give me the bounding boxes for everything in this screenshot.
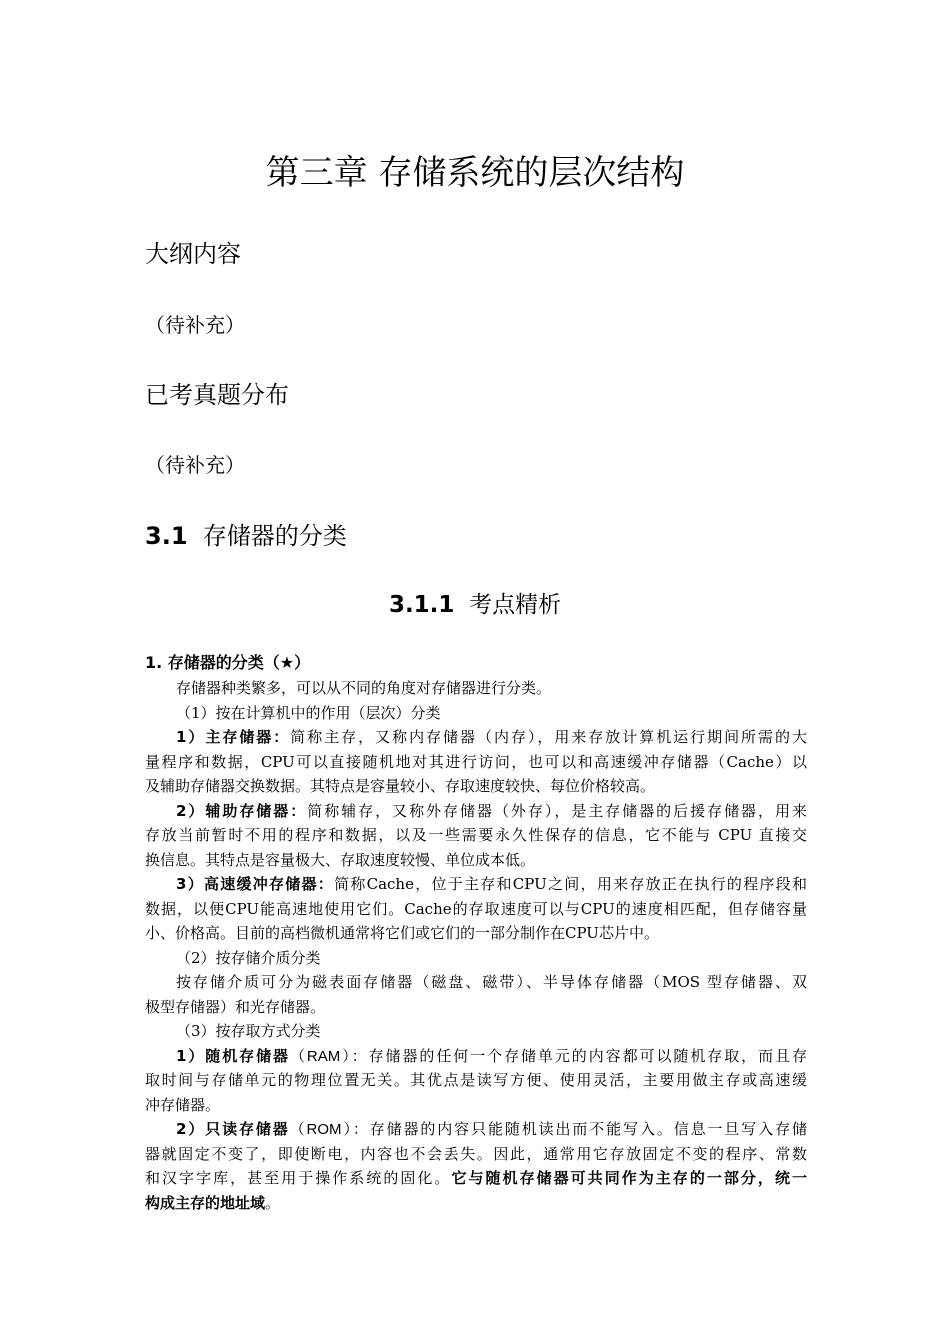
media-line-1: 按存储介质可分为磁表面存储器（磁盘、磁带）、半导体存储器（MOS 型存储器、双 (176, 973, 807, 991)
ram-line-3: 冲存储器。 (145, 1095, 221, 1114)
rom-text-4-bold: 构成主存的地址域 (145, 1193, 266, 1212)
outline-placeholder: （待补充） (145, 313, 245, 337)
rom-line-3 (145, 1166, 807, 1191)
cache-text-1: 简称Cache，位于主存和CPU之间，用来存放正在执行的程序段和 (334, 875, 807, 893)
exam-heading: 已考真题分布 (145, 381, 289, 409)
body-content (145, 650, 807, 1215)
subsection-heading (0, 588, 950, 622)
main-memory-line-1 (145, 725, 807, 750)
section-title: 存储器的分类 (202, 522, 347, 550)
section-number: 3.1 (145, 522, 188, 550)
aux-memory-label: 2）辅助存储器： (176, 801, 308, 820)
rom-abbr: （ROM）： (289, 1121, 370, 1138)
outline-heading: 大纲内容 (145, 240, 241, 268)
main-memory-text-1: 简称主存，又称内存储器（内存），用来存放计算机运行期间所需的大 (290, 728, 807, 746)
aux-memory-line-2: 存放当前暂时不用的程序和数据，以及一些需要永久性保存的信息，它不能与 CPU 直接交 (145, 826, 807, 844)
rom-line-4 (145, 1191, 807, 1216)
cache-label: 3）高速缓冲存储器： (176, 875, 335, 893)
rom-line-2: 器就固定不变了，即使断电，内容也不会丢失。因此，通常用它存放固定不变的程序、常数 (145, 1144, 807, 1163)
aux-memory-line-3: 换信息。其特点是容量极大、存取速度较慢、单位成本低。 (145, 850, 536, 869)
chapter-title: 第三章 存储系统的层次结构 (265, 153, 685, 193)
point-title: 1. 存储器的分类（★） (145, 653, 311, 672)
main-memory-line-3: 及辅助存储器交换数据。其特点是容量较小、存取速度较快、每位价格较高。 (145, 777, 656, 795)
subsection-number: 3.1.1 (388, 592, 455, 618)
rom-line-1 (145, 1117, 807, 1142)
exam-placeholder: （待补充） (145, 453, 245, 477)
rom-text-1: 存储器的内容只能随机读出而不能写入。信息一旦写入存储 (369, 1120, 807, 1138)
rom-text-4-end: 。 (265, 1193, 281, 1212)
subsection-title: 考点精析 (469, 592, 562, 618)
rom-text-3a: 和汉字字库，甚至用于操作系统的固化。 (145, 1169, 452, 1187)
media-line-2: 极型存储器）和光存储器。 (145, 997, 326, 1016)
category-1-heading: （1）按在计算机中的作用（层次）分类 (176, 703, 441, 722)
rom-text-3b-bold: 它与随机存储器可共同作为主存的一部分，统一 (451, 1169, 807, 1187)
rom-label: 2）只读存储器 (176, 1120, 290, 1138)
cache-line-3: 小、价格高。目前的高档微机通常将它们或它们的一部分制作在CPU芯片中。 (145, 924, 659, 942)
ram-line-2: 取时间与存储单元的物理位置无关。其优点是读写方便、使用灵活，主要用做主存或高速缓 (145, 1071, 807, 1089)
cache-line-1 (145, 872, 807, 897)
main-memory-label: 1）主存储器： (176, 728, 291, 746)
aux-memory-text-1: 简称辅存，又称外存储器（外存），是主存储器的后援存储器，用来 (307, 801, 807, 820)
main-memory-line-2: 量程序和数据，CPU可以直接随机地对其进行访问，也可以和高速缓冲存储器（Cache）以 (145, 752, 807, 771)
ram-abbr: （RAM）： (290, 1047, 369, 1065)
aux-memory-line-1 (145, 799, 807, 824)
cache-line-2: 数据，以便CPU能高速地使用它们。Cache的存取速度可以与CPU的速度相匹配，但存储容量 (145, 899, 807, 918)
category-2-heading: （2）按存储介质分类 (176, 948, 321, 967)
intro-paragraph: 存储器种类繁多，可以从不同的角度对存储器进行分类。 (176, 679, 552, 697)
ram-text-1: 存储器的任何一个存储单元的内容都可以随机存取，而且存 (368, 1046, 807, 1065)
ram-label: 1）随机存储器 (176, 1046, 290, 1065)
section-heading (145, 518, 347, 554)
ram-line-1 (145, 1044, 807, 1069)
category-3-heading: （3）按存取方式分类 (176, 1022, 321, 1040)
